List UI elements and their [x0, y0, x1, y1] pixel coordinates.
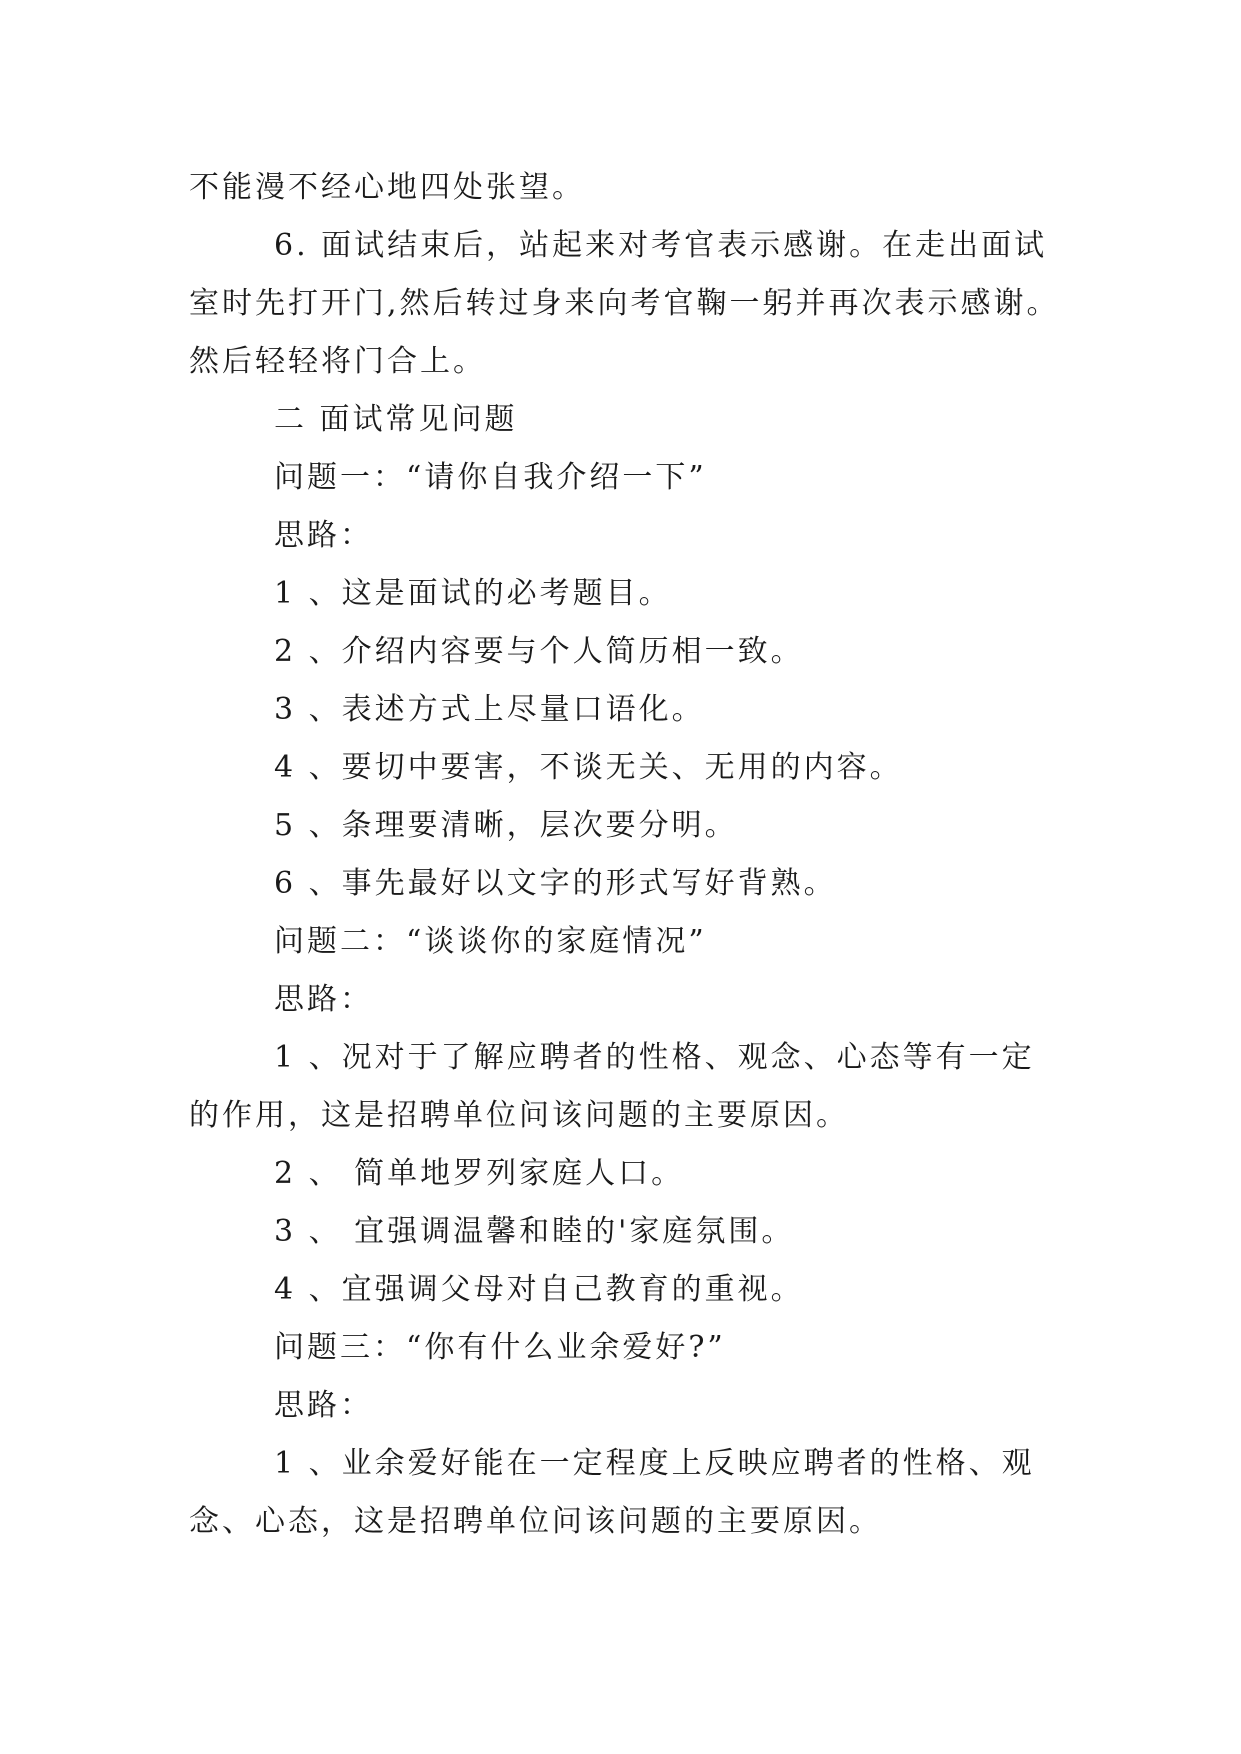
list-item: 1 、况对于了解应聘者的性格、观念、心态等有一定	[274, 1040, 1035, 1075]
approach-label: 思路：	[274, 982, 373, 1017]
list-item: 6 、事先最好以文字的形式写好背熟。	[274, 866, 837, 901]
paragraph-line: 室时先打开门,然后转过身来向考官鞠一躬并再次表示感谢。	[189, 286, 1060, 321]
list-item: 4 、要切中要害，不谈无关、无用的内容。	[274, 750, 903, 785]
list-item: 1 、这是面试的必考题目。	[274, 576, 672, 611]
approach-label: 思路：	[274, 1388, 373, 1423]
section-heading: 二 面试常见问题	[274, 402, 518, 437]
list-item: 3 、表述方式上尽量口语化。	[274, 692, 705, 727]
list-item-continuation: 的作用，这是招聘单位问该问题的主要原因。	[189, 1098, 849, 1133]
paragraph-line: 不能漫不经心地四处张望。	[189, 170, 585, 205]
list-item: 2 、介绍内容要与个人简历相一致。	[274, 634, 804, 669]
list-item: 5 、条理要清晰，层次要分明。	[274, 808, 738, 843]
list-item: 3 、 宜强调温馨和睦的'家庭氛围。	[274, 1214, 795, 1249]
question-heading: 问题一：“请你自我介绍一下”	[274, 460, 707, 495]
approach-label: 思路：	[274, 518, 373, 553]
list-item: 4 、宜强调父母对自己教育的重视。	[274, 1272, 804, 1307]
question-heading: 问题三：“你有什么业余爱好?”	[274, 1330, 726, 1365]
document-body	[189, 159, 1059, 1551]
paragraph-line: 然后轻轻将门合上。	[189, 344, 486, 379]
list-item: 2 、 简单地罗列家庭人口。	[274, 1156, 685, 1191]
question-heading: 问题二：“谈谈你的家庭情况”	[274, 924, 707, 959]
list-item-continuation: 念、心态，这是招聘单位问该问题的主要原因。	[189, 1504, 882, 1539]
paragraph-line: 6. 面试结束后，站起来对考官表示感谢。在走出面试	[274, 228, 1048, 263]
list-item: 1 、业余爱好能在一定程度上反映应聘者的性格、观	[274, 1446, 1035, 1481]
